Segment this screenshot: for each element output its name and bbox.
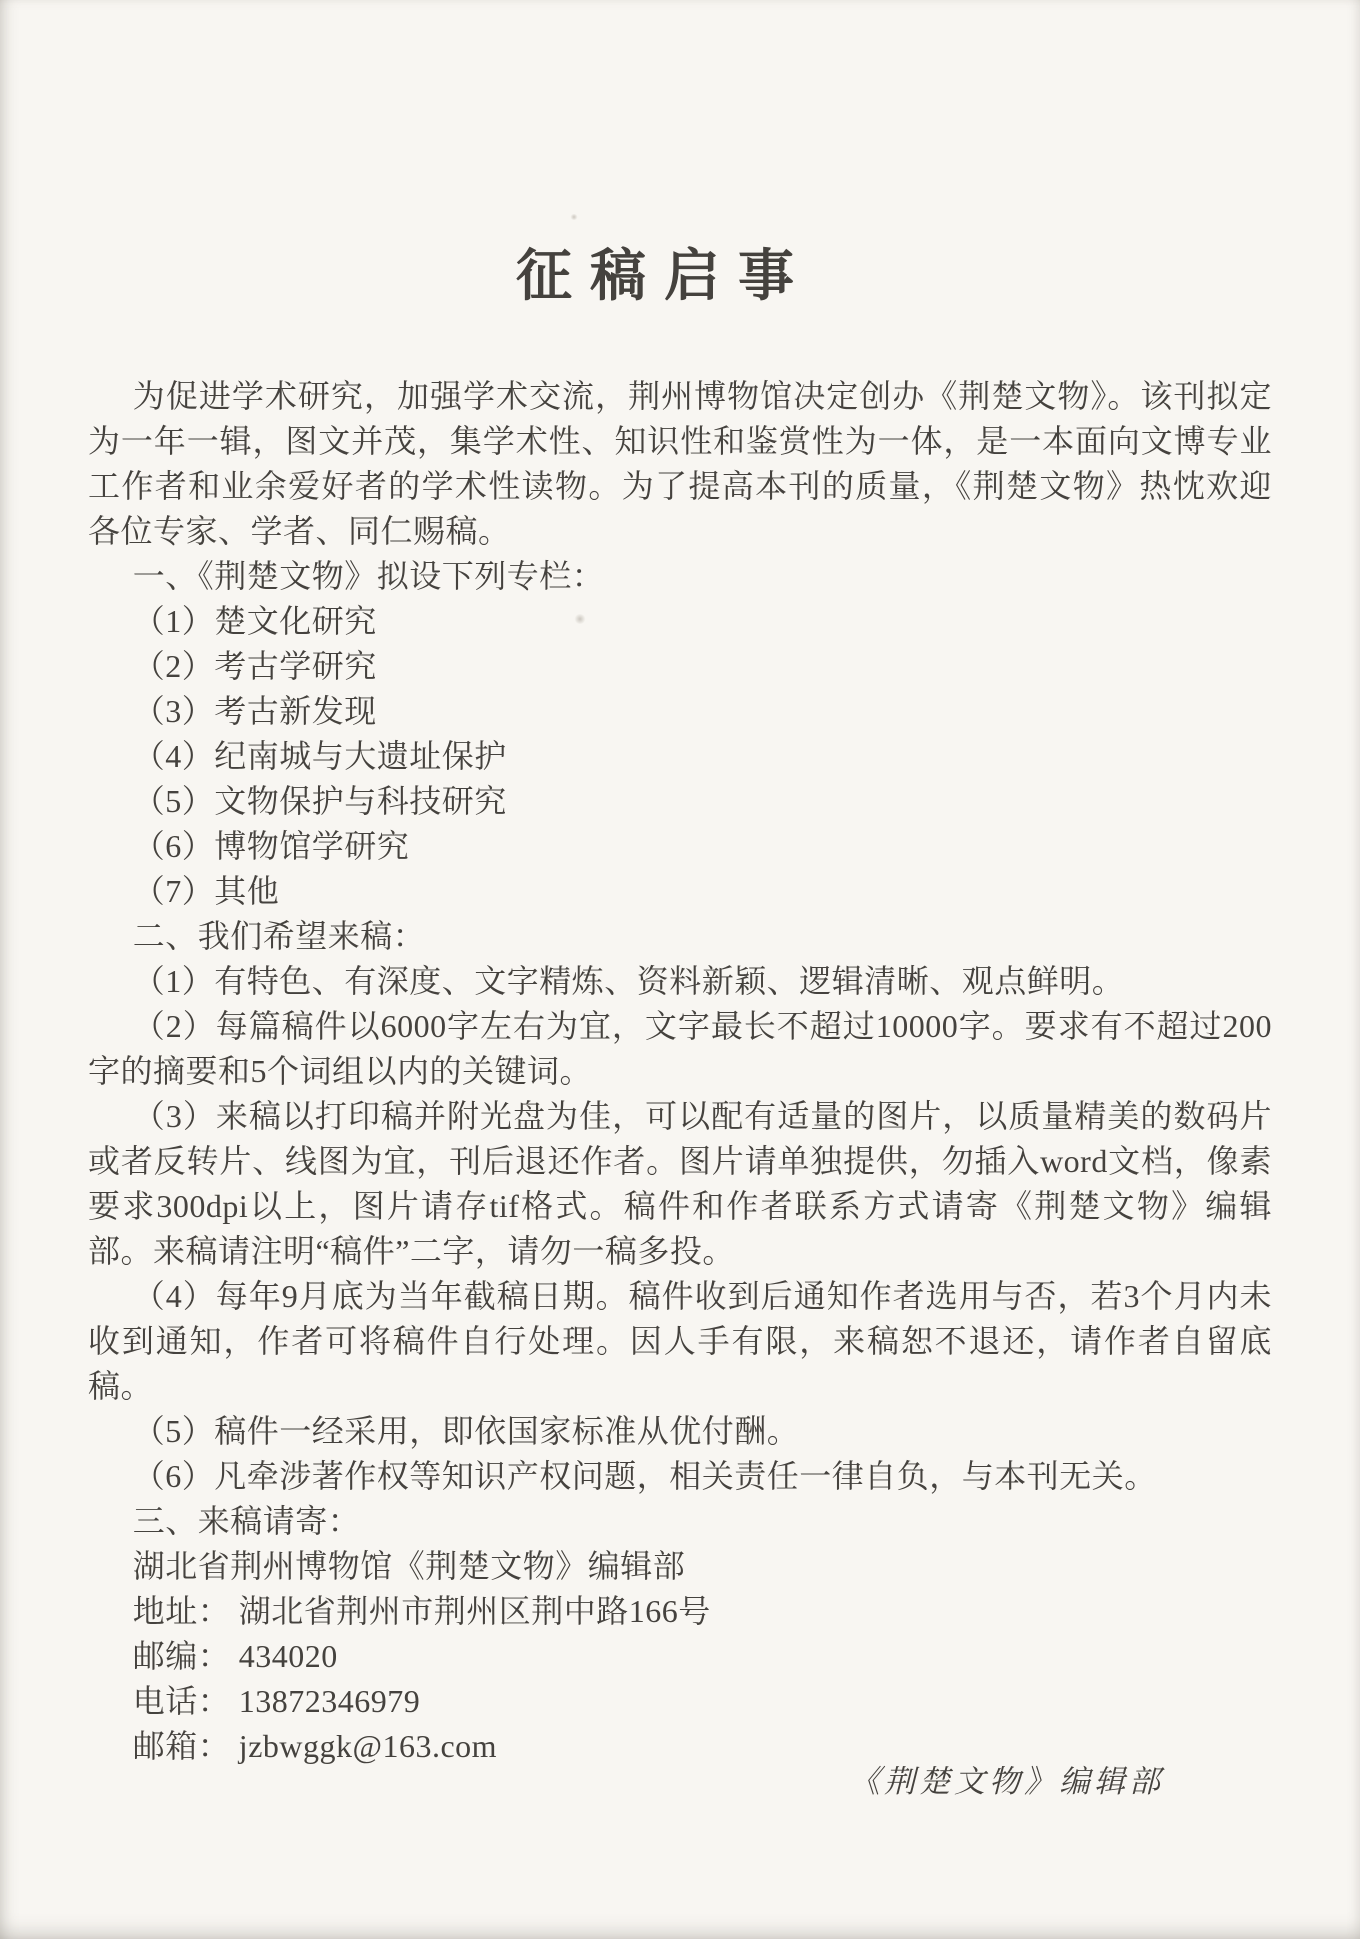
scan-speck [570, 214, 578, 220]
paragraph: （2）考古学研究 [132, 648, 377, 684]
paragraph: （5）稿件一经采用，即依国家标准从优付酬。 [132, 1413, 800, 1449]
editorial-signature: 《荆楚文物》编辑部 [849, 1764, 1164, 1799]
paragraph: 为促进学术研究，加强学术交流，荆州博物馆决定创办《荆楚文物》。该刊拟定为一年一辑，图文并茂，集学术性、知识性和鉴赏性为一体，是一本面向文博专业工作者和业余爱好者的学术性读物。为了提高本刊的质量，《荆楚文物》热忱欢迎各位专家、学者、同仁赐稿。 [88, 378, 1272, 549]
paragraph: （7）其他 [132, 873, 280, 909]
paragraph: （4）每年9月底为当年截稿日期。稿件收到后通知作者选用与否，若3个月内未收到通知，作者可将稿件自行处理。因人手有限，来稿恕不退还，请作者自留底稿。 [88, 1278, 1272, 1404]
paragraph: 三、来稿请寄： [132, 1503, 361, 1539]
paragraph: 湖北省荆州博物馆《荆楚文物》编辑部 [132, 1548, 686, 1584]
paragraph: （5）文物保护与科技研究 [132, 783, 507, 819]
paragraph: （2）每篇稿件以6000字左右为宜，文字最长不超过10000字。要求有不超过200字的摘要和5个词组以内的关键词。 [88, 1008, 1272, 1089]
paragraph: 邮编： 434020 [132, 1638, 338, 1674]
paragraph: 电话： 13872346979 [132, 1683, 421, 1719]
paragraph: 邮箱： jzbwggk@163.com [132, 1728, 498, 1764]
paragraph: （6）凡牵涉著作权等知识产权问题，相关责任一律自负，与本刊无关。 [132, 1458, 1157, 1494]
paragraph: （4）纪南城与大遗址保护 [132, 738, 507, 774]
page-title: 征稿启事 [516, 246, 812, 308]
paragraph: （3）来稿以打印稿并附光盘为佳，可以配有适量的图片，以质量精美的数码片或者反转片、线图为宜，刊后退还作者。图片请单独提供，勿插入word文档，像素要求300dpi以上，图片请存tif格式。稿件和作者联系方式请寄《荆楚文物》编辑部。来稿请注明“稿件”二字，请勿一稿多投。 [88, 1098, 1272, 1269]
paragraph: （3）考古新发现 [132, 693, 377, 729]
paragraph: （1）楚文化研究 [132, 603, 377, 639]
paragraph: 二、我们希望来稿： [132, 918, 426, 954]
paragraph: （6）博物馆学研究 [132, 828, 410, 864]
document-body [88, 374, 1272, 1769]
paragraph: 一、《荆楚文物》拟设下列专栏： [132, 558, 605, 594]
paragraph: （1）有特色、有深度、文字精炼、资料新颖、逻辑清晰、观点鲜明。 [132, 963, 1125, 999]
paragraph: 地址： 湖北省荆州市荆州区荆中路166号 [132, 1593, 711, 1629]
